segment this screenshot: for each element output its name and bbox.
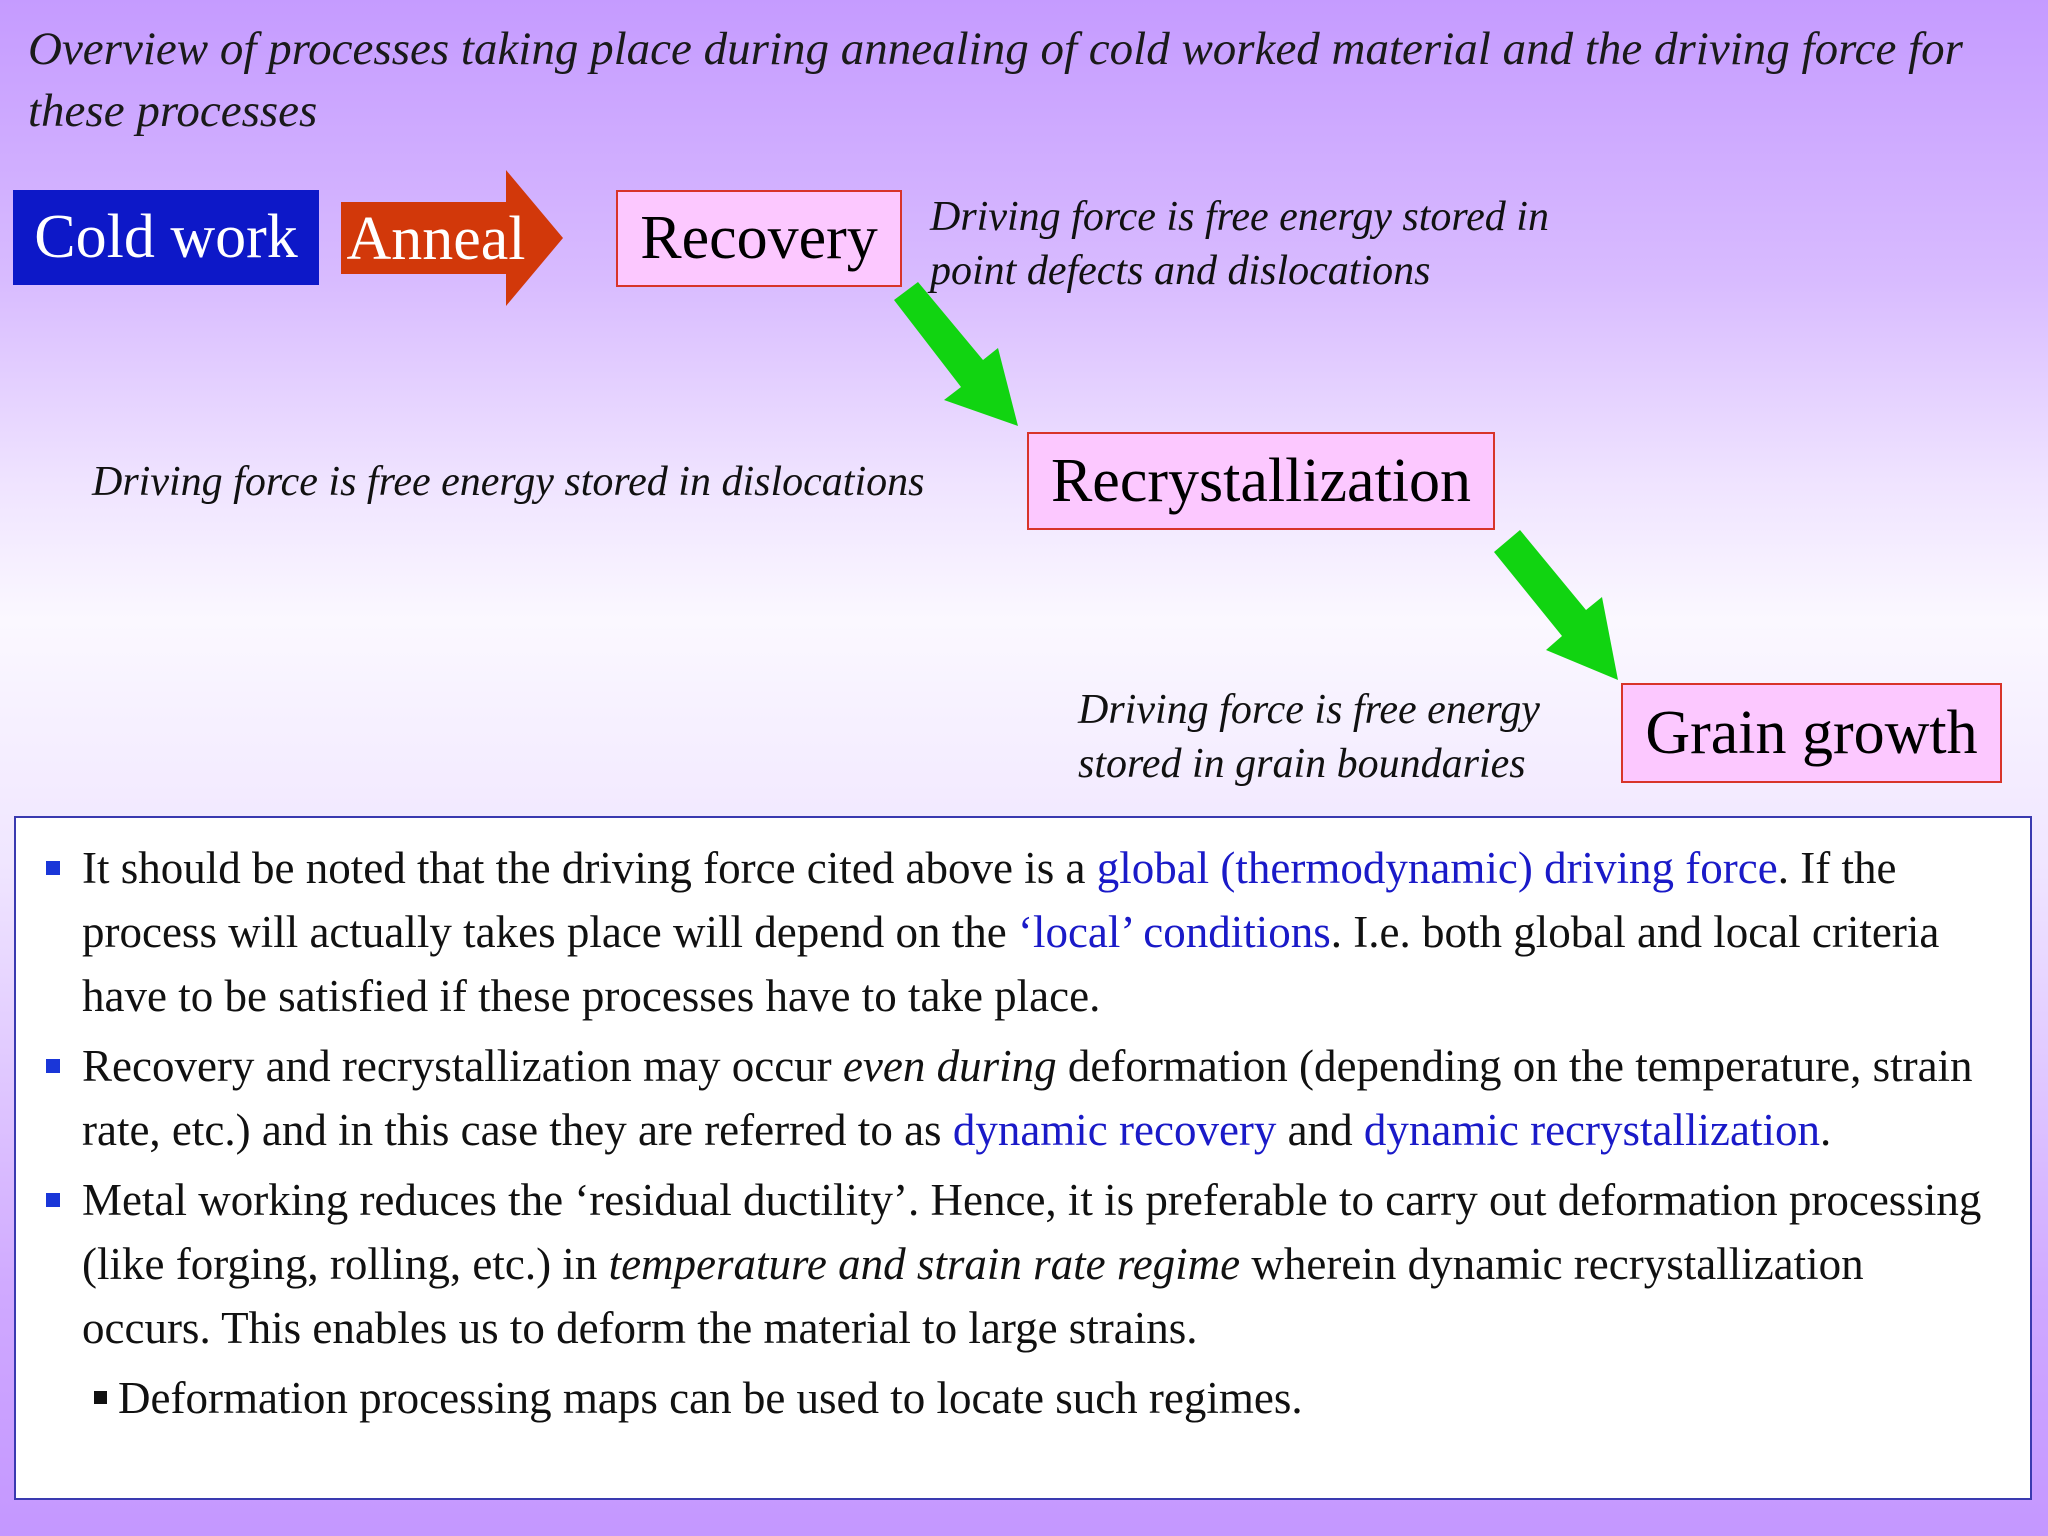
grain-growth-driving-force [1078, 683, 1598, 791]
recovery-box: Recovery [616, 190, 902, 287]
note-2-italic-1: even during [842, 1041, 1057, 1091]
note-bullet-1 [38, 836, 2002, 1028]
note-2-highlight-2: dynamic recrystallization [1363, 1105, 1820, 1155]
recrystallization-driving-force: Driving force is free energy stored in dislocations [92, 459, 925, 505]
note-1-text-1: It should be noted that the driving force cited above is a [82, 843, 1097, 893]
note-2-text-2: deformation (depending on the temperature, strain rate, etc.) and in this case they are referred to as [82, 1041, 1973, 1155]
note-3-text-1: Metal working reduces the ‘residual ductility’. Hence, it is preferable to carry out deformation processing (like forging, rolling, etc.) in [82, 1175, 1982, 1289]
green-arrow-2 [1490, 530, 1630, 682]
note-2-text-1: Recovery and recrystallization may occur [82, 1041, 843, 1091]
recovery-driving-force [930, 190, 1690, 298]
cold-work-box: Cold work [13, 190, 319, 285]
recovery-driving-force-line2: point defects and dislocations [930, 248, 1431, 294]
green-arrow-1-shape [894, 282, 1018, 426]
anneal-label: Anneal [346, 204, 526, 273]
note-2-text-3: and [1276, 1105, 1364, 1155]
note-2-text-4: . [1819, 1105, 1832, 1155]
bullet-square-icon [46, 1059, 60, 1073]
note-sub-1-text: Deformation processing maps can be used to locate such regimes. [118, 1373, 1303, 1423]
sub-bullet-square-icon [94, 1391, 107, 1404]
note-1-text-3: . I.e. both global and local criteria have to be satisfied if these processes have to take place. [82, 907, 1940, 1021]
notes-box [14, 816, 2032, 1500]
note-sub-bullet-1 [38, 1366, 2002, 1430]
grain-driving-force-line2: stored in grain boundaries [1078, 741, 1526, 787]
green-arrow-1 [890, 282, 1030, 432]
grain-growth-box: Grain growth [1621, 683, 2002, 783]
note-1-highlight-1: global (thermodynamic) driving force [1096, 843, 1778, 893]
note-1-text-2: . If the process will actually takes place will depend on the [82, 843, 1897, 957]
note-3-italic-1: temperature and strain rate regime [608, 1239, 1241, 1289]
recrystallization-box: Recrystallization [1027, 432, 1495, 530]
bullet-square-icon [46, 861, 60, 875]
note-3-text-2: wherein dynamic recrystallization occurs. This enables us to deform the material to large strains. [82, 1239, 1864, 1353]
recovery-driving-force-line1: Driving force is free energy stored in [930, 194, 1549, 240]
grain-driving-force-line1: Driving force is free energy [1078, 687, 1540, 733]
bullet-square-icon [46, 1193, 60, 1207]
green-arrow-2-shape [1494, 530, 1618, 680]
slide-title: Overview of processes taking place during annealing of cold worked material and the driving force for these processes [28, 23, 1963, 137]
note-2-highlight-1: dynamic recovery [952, 1105, 1277, 1155]
note-bullet-2 [38, 1034, 2002, 1162]
note-bullet-3 [38, 1168, 2002, 1360]
note-1-highlight-2: ‘local’ conditions [1017, 907, 1331, 957]
